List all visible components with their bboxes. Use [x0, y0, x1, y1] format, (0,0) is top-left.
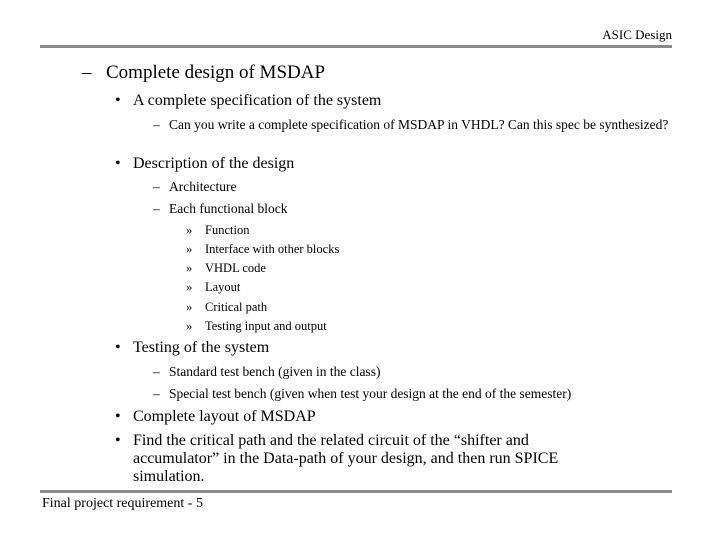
- footer-text: Final project requirement - 5: [42, 496, 203, 511]
- chevron-marker: »: [186, 242, 193, 256]
- spec-item: [153, 117, 674, 133]
- footer-divider: [40, 490, 672, 493]
- dash-marker: –: [82, 62, 92, 83]
- bullet-marker: •: [115, 155, 121, 172]
- testing-bullet: [115, 339, 269, 357]
- testing-item: [153, 386, 571, 402]
- functional-block-item: [186, 223, 249, 238]
- functional-block-item-text: Interface with other blocks: [205, 242, 340, 256]
- functional-block-item-text: Layout: [205, 280, 241, 294]
- critical-path-text: Find the critical path and the related circuit of the “shifter and accumulator” in the Data-path of your design, and then run SPICE simulation.: [133, 432, 559, 485]
- testing-title: Testing of the system: [133, 339, 270, 356]
- header-divider: [40, 45, 672, 48]
- bullet-marker: •: [115, 339, 121, 356]
- testing-item-text: Special test bench (given when test your design at the end of the semester): [169, 386, 572, 401]
- header-title: ASIC Design: [602, 27, 672, 42]
- testing-item: [153, 364, 380, 380]
- description-item-text: Each functional block: [169, 201, 288, 216]
- chevron-marker: »: [186, 319, 193, 333]
- dash-marker: –: [153, 386, 160, 401]
- dash-marker: –: [153, 201, 160, 216]
- bullet-marker: •: [115, 408, 121, 425]
- description-bullet: [115, 155, 294, 173]
- dash-marker: –: [153, 364, 160, 379]
- description-item: [153, 201, 287, 217]
- bullet-marker: •: [115, 432, 121, 449]
- critical-path-bullet: [115, 432, 613, 486]
- functional-block-item-text: VHDL code: [205, 261, 266, 275]
- functional-block-item-text: Critical path: [205, 300, 268, 314]
- functional-block-item: [186, 319, 327, 334]
- testing-item-text: Standard test bench (given in the class): [169, 364, 381, 379]
- spec-title: A complete specification of the system: [133, 92, 382, 109]
- description-item: [153, 179, 236, 195]
- functional-block-item: [186, 261, 266, 276]
- spec-bullet: [115, 92, 381, 110]
- functional-block-item-text: Testing input and output: [205, 319, 327, 333]
- functional-block-item: [186, 242, 339, 257]
- chevron-marker: »: [186, 280, 193, 294]
- spec-item-text: Can you write a complete specification of MSDAP in VHDL? Can this spec be synthesized?: [169, 117, 669, 132]
- description-title: Description of the design: [133, 155, 295, 172]
- main-heading-text: Complete design of MSDAP: [106, 62, 326, 83]
- main-heading: [82, 62, 325, 84]
- chevron-marker: »: [186, 223, 193, 237]
- chevron-marker: »: [186, 261, 193, 275]
- chevron-marker: »: [186, 300, 193, 314]
- dash-marker: –: [153, 179, 160, 194]
- dash-marker: –: [153, 117, 160, 132]
- functional-block-item: [186, 300, 267, 315]
- layout-title: Complete layout of MSDAP: [133, 408, 316, 425]
- layout-bullet: [115, 408, 316, 426]
- description-item-text: Architecture: [169, 179, 237, 194]
- functional-block-item-text: Function: [205, 223, 250, 237]
- bullet-marker: •: [115, 92, 121, 109]
- functional-block-item: [186, 280, 240, 295]
